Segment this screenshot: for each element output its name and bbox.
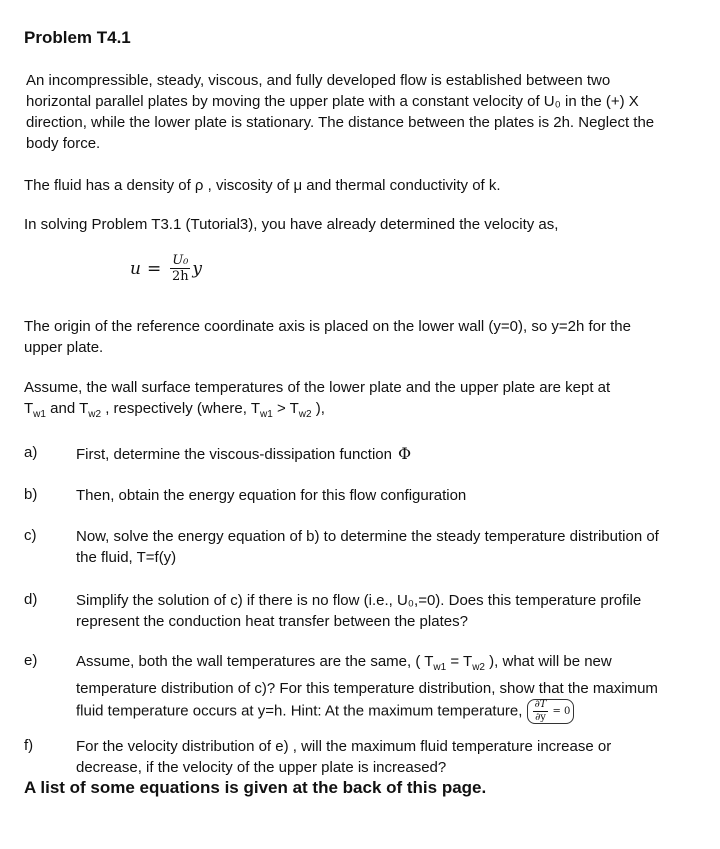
question-e-pre: Assume, both the wall temperatures are the same, ( <box>76 653 425 670</box>
derivative-cond: = 0 <box>552 706 571 717</box>
footer-note: A list of some equations is given at the back of this page. <box>24 778 487 797</box>
temp-symbol: T <box>24 400 34 417</box>
temp-sub: w1 <box>433 662 447 673</box>
page-title: Problem T4.1 <box>24 28 131 47</box>
question-d-text: Simplify the solution of c) if there is no flow (i.e., U₀,=0). Does this temperature profile represent the conduction heat transfer between the plates? <box>76 592 642 630</box>
question-a-body: First, determine the viscous-dissipation function <box>76 446 392 463</box>
assume-end: ), <box>311 400 325 417</box>
question-c-label: c) <box>24 527 37 544</box>
temp-symbol: T <box>424 653 434 670</box>
question-b-text: Then, obtain the energy equation for this flow configuration <box>76 487 467 504</box>
velocity-equation <box>130 254 202 283</box>
question-f-text: For the velocity distribution of e) , will the maximum fluid temperature increase or decrease, if the velocity of the upper plate is increased? <box>76 738 612 776</box>
assume-paragraph <box>24 377 664 425</box>
derivative-den: ∂y <box>535 712 546 723</box>
question-a-text <box>76 443 666 465</box>
question-b-label: b) <box>24 486 38 503</box>
temp-sub: w1 <box>259 409 273 420</box>
question-e-eq: = <box>446 653 464 670</box>
assume-line1: Assume, the wall surface temperatures of the lower plate and the upper plate are kept at <box>24 379 611 396</box>
eq-var: y <box>192 258 202 279</box>
question-a-label: a) <box>24 444 38 461</box>
eq-den: 2h <box>171 269 189 284</box>
temp-symbol: T <box>463 653 473 670</box>
assume-gt: > <box>272 400 290 417</box>
temp-sub: w2 <box>472 662 485 673</box>
temp-symbol: T <box>79 400 89 417</box>
derivative-num: ∂T <box>534 699 547 710</box>
intro-paragraph: An incompressible, steady, viscous, and fully developed flow is established between two horizontal parallel plates by moving the upper plate with a constant velocity of U₀ in the (+) X direction, while the lower plate is stationary. The distance between the plates is 2h. Neglect the body force. <box>26 72 655 152</box>
derivative-condition <box>527 699 575 724</box>
question-d-label: d) <box>24 591 38 608</box>
question-e-post: ), what will be new temperature distribution of c)? For this temperature distribution, show that the maximum fluid temperature occurs at y=h. Hint: At the maximum temperature, <box>76 653 658 720</box>
temp-sub: w2 <box>298 409 312 420</box>
eq-fraction <box>170 254 190 283</box>
eq-num: U₀ <box>172 253 189 268</box>
temp-sub: w2 <box>88 409 102 420</box>
assume-and: and <box>45 400 80 417</box>
eq-rel: = <box>146 258 162 279</box>
origin-paragraph: The origin of the reference coordinate axis is placed on the lower wall (y=0), so y=2h for the upper plate. <box>24 318 631 356</box>
question-c-text: Now, solve the energy equation of b) to determine the steady temperature distribution of the fluid, T=f(y) <box>76 528 659 566</box>
question-e-text <box>76 651 668 724</box>
tutorial-reference: In solving Problem T3.1 (Tutorial3), you have already determined the velocity as, <box>24 216 559 233</box>
temp-symbol: T <box>289 400 299 417</box>
temp-sub: w1 <box>33 409 46 420</box>
phi-symbol: Φ <box>397 444 412 463</box>
properties-line: The fluid has a density of ρ , viscosity of μ and thermal conductivity of k. <box>24 177 501 194</box>
temp-symbol: T <box>250 400 260 417</box>
derivative-fraction <box>533 700 549 723</box>
question-f-label: f) <box>24 737 34 754</box>
eq-lhs: u <box>130 258 141 279</box>
question-e-label: e) <box>24 652 38 669</box>
assume-mid: , respectively (where, <box>101 400 251 417</box>
